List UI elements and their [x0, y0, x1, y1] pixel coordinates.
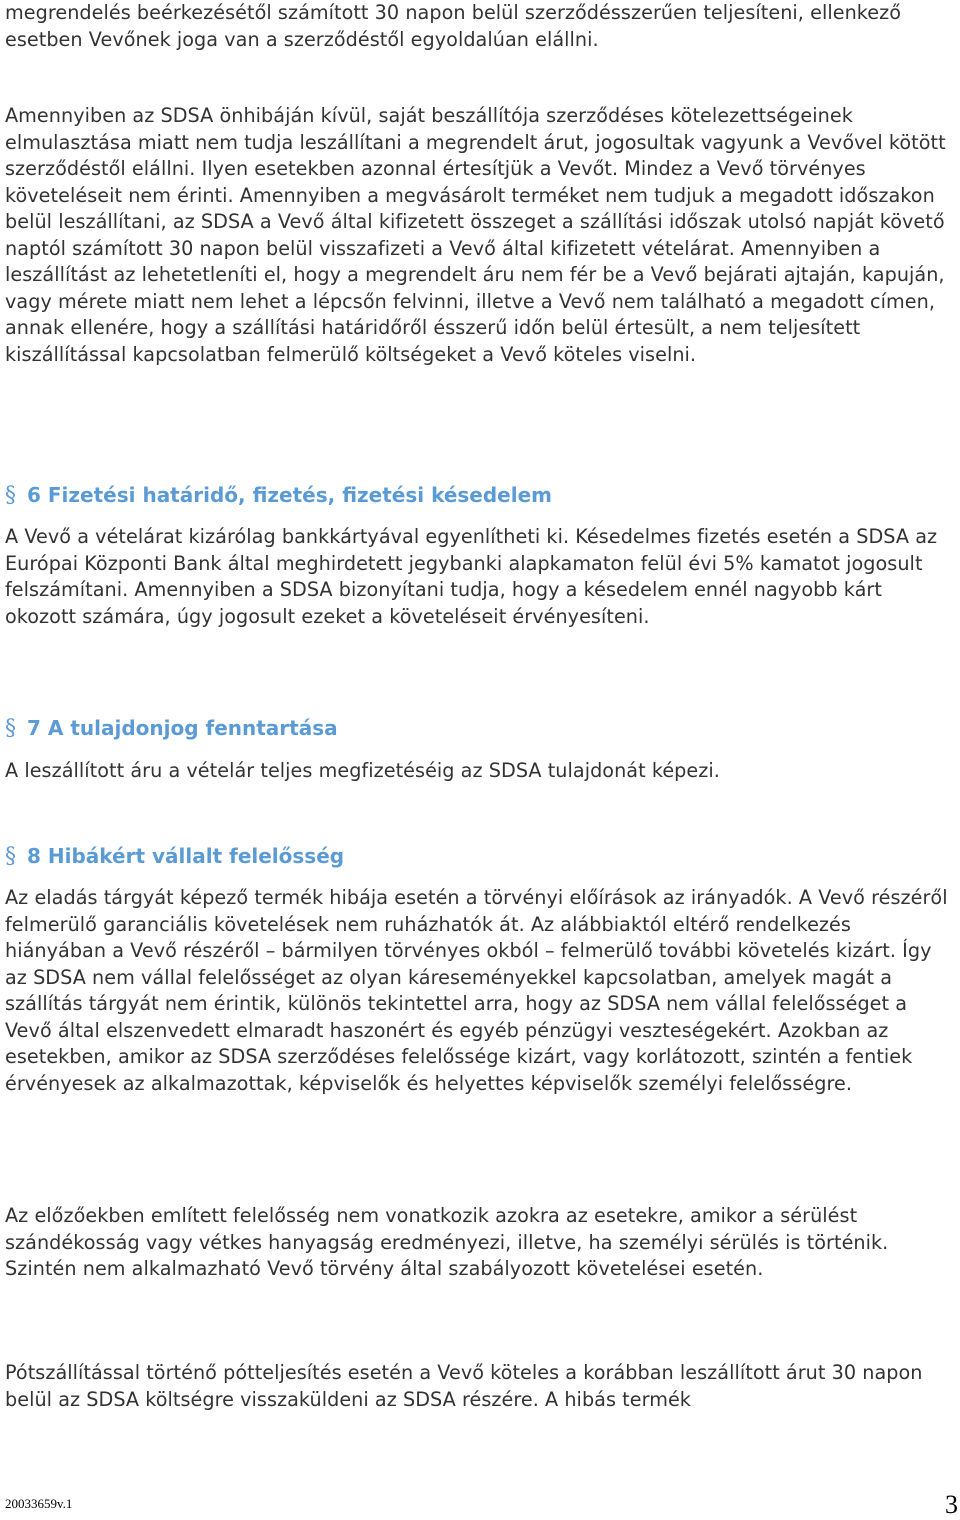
paragraph: megrendelés beérkezésétől számított 30 napon belül szerződésszerűen teljesíteni, ellenkező esetben Vevőnek joga van a szerződéstől egyoldalúan elállni.: [5, 1, 902, 51]
section-title: 6 Fizetési határidő, fizetés, fizetési késedelem: [27, 483, 553, 507]
section-title: 8 Hibákért vállalt felelősség: [27, 844, 345, 868]
document-id: 20033659v.1: [5, 1496, 73, 1511]
section-heading-6: [5, 480, 552, 510]
paragraph: Az előzőekben említett felelősség nem vonatkozik azokra az esetekre, amikor a sérülést szándékosság vagy vétkes hanyagság eredményezi, illetve, ha személyi sérülés is történik. Szintén nem alkalmazható Vevő törvény által szabályozott követelései esetén.: [5, 1204, 889, 1280]
paragraph: A Vevő a vételárat kizárólag bankkártyával egyenlítheti ki. Késedelmes fizetés esetén a SDSA az Európai Központi Bank által meghirdetett jegybanki alapkamaton felül évi 5% kamatot jogosult felszámítani. Amennyiben a SDSA bizonyítani tudja, hogy a késedelem ennél nagyobb kárt okozott számára, úgy jogosult ezeket a követeléseit érvényesíteni.: [5, 525, 938, 628]
section-title: 7 A tulajdonjog fenntartása: [27, 716, 338, 740]
paragraph: Pótszállítással történő pótteljesítés esetén a Vevő köteles a korábban leszállított árut 30 napon belül az SDSA költségre visszaküldeni az SDSA részére. A hibás termék: [5, 1361, 923, 1411]
paragraph: Amennyiben az SDSA önhibáján kívül, saját beszállítója szerződéses kötelezettségeinek elmulasztása miatt nem tudja leszállítani a megrendelt árut, jogosultak vagyunk a Vevővel kötött szerződéstől elállni. Ilyen esetekben azonnal értesítjük a Vevőt. Mindez a Vevő törvényes követeléseit nem érinti. Amennyiben a megvásárolt terméket nem tudjuk a megadott időszakon belül leszállítani, az SDSA a Vevő által kifizetett összeget a szállítási időszak utolsó napját követő naptól számított 30 napon belül visszafizeti a Vevő által kifizetett vételárat. Amennyiben a leszállítást az lehetetleníti el, hogy a megrendelt áru nem fér be a Vevő bejárati ajtaján, kapuján, vagy mérete miatt nem lehet a lépcsőn felvinni, illetve a Vevő nem található a megadott címen, annak ellenére, hogy a szállítási határidőről ésszerű időn belül értesült, a nem teljesített kiszállítással kapcsolatban felmerülő költségeket a Vevő köteles viselni.: [5, 104, 946, 366]
page-number: 3: [945, 1490, 958, 1519]
paragraph: A leszállított áru a vételár teljes megfizetéséig az SDSA tulajdonát képezi.: [5, 759, 720, 782]
section-sign-icon: §: [5, 482, 16, 508]
section-sign-icon: §: [5, 843, 16, 869]
paragraph: Az eladás tárgyát képező termék hibája esetén a törvényi előírások az irányadók. A Vevő részéről felmerülő garanciális követelések nem ruházhatók át. Az alábbiaktól eltérő rendelkezés hiányában a Vevő részéről – bármilyen törvényes okból – felmerülő további követelés kizárt. Így az SDSA nem vállal felelősséget az olyan káreseményekkel kapcsolatban, amelyek magát a szállítás tárgyát nem érintik, különös tekintettel arra, hogy az SDSA nem vállal felelősséget a Vevő által elszenvedett elmaradt haszonért és egyéb pénzügyi veszteségekért. Azokban az esetekben, amikor az SDSA szerződéses felelőssége kizárt, vagy korlátozott, szintén a fentiek érvényesek az alkalmazottak, képviselők és helyettes képviselők személyi felelősségre.: [5, 886, 948, 1095]
section-sign-icon: §: [5, 715, 16, 741]
section-heading-8: [5, 841, 344, 871]
section-heading-7: [5, 713, 338, 743]
